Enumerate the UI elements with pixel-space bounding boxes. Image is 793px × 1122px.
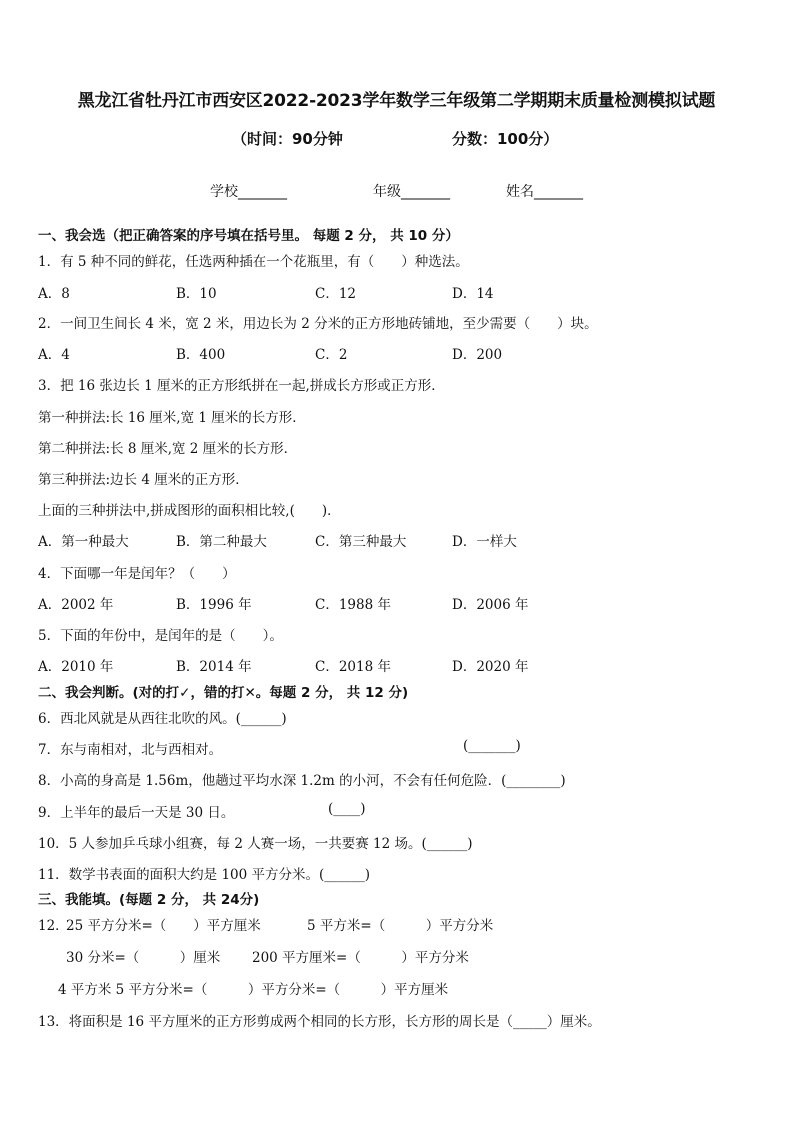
question-12-part-e: 4 平方米 5 平方分米=（ ）平方分米=（ ）平方厘米 [58, 982, 449, 998]
question-7-blank: (_______) [463, 738, 521, 754]
q3-option-a: A．第一种最大 [38, 534, 129, 550]
q4-option-d: D．2006 年 [452, 597, 529, 613]
question-3: 3．把 16 张边长 1 厘米的正方形纸拼在一起,拼成长方形或正方形． [38, 378, 445, 394]
q2-option-c: C．2 [315, 347, 348, 363]
question-12-number: 12． [38, 918, 69, 934]
question-12-part-d: 200 平方厘米=（ ）平方分米 [252, 950, 469, 966]
question-9: 9．上半年的最后一天是 30 日。 [38, 805, 235, 821]
question-5: 5．下面的年份中，是闰年的是（ ）。 [38, 628, 283, 644]
question-3-line-2: 第二种拼法:长 8 厘米,宽 2 厘米的长方形． [38, 441, 298, 457]
question-2: 2．一间卫生间长 4 米，宽 2 米，用边长为 2 分米的正方形地砖铺地，至少需要（ ）块。 [38, 316, 598, 332]
question-8: 8．小高的身高是 1.56m，他趟过平均水深 1.2m 的小河，不会有任何危险．(________) [38, 773, 566, 789]
question-11: 11．数学书表面的面积大约是 100 平方分米。(______) [38, 867, 371, 883]
question-13: 13．将面积是 16 平方厘米的正方形剪成两个相同的长方形，长方形的周长是（_____）厘米。 [38, 1014, 601, 1030]
question-3-line-4: 上面的三种拼法中,拼成图形的面积相比较,( )． [38, 503, 341, 519]
question-4: 4．下面哪一年是闰年？（ ） [38, 566, 236, 582]
section-heading-fill: 三、我能填。(每题 2 分， 共 24分) [38, 892, 260, 908]
page-title: 黑龙江省牡丹江市西安区2022-2023学年数学三年级第二学期期末质量检测模拟试题 [77, 91, 716, 111]
q1-option-a: A．8 [38, 286, 70, 302]
q1-option-d: D．14 [452, 286, 494, 302]
exam-score: 分数：100分） [452, 130, 559, 148]
section-heading-judge: 二、我会判断。(对的打✓，错的打✕。每题 2 分， 共 12 分) [38, 685, 409, 701]
question-10: 10．5 人参加乒乓球小组赛，每 2 人赛一场，一共要赛 12 场。(______) [38, 836, 473, 852]
q5-option-c: C．2018 年 [315, 659, 391, 675]
q1-option-b: B．10 [176, 286, 217, 302]
section-heading-choice: 一、我会选（把正确答案的序号填在括号里。 每题 2 分， 共 10 分） [38, 228, 459, 244]
q3-option-b: B．第二种最大 [176, 534, 267, 550]
question-1: 1．有 5 种不同的鲜花，任选两种插在一个花瓶里，有（ ）种选法。 [38, 254, 469, 270]
q2-option-a: A．4 [38, 347, 70, 363]
question-9-blank: (____) [328, 801, 366, 817]
question-7: 7．东与南相对，北与西相对。 [38, 742, 223, 758]
school-field[interactable]: 学校_______ [210, 184, 287, 200]
grade-field[interactable]: 年级_______ [373, 184, 450, 200]
q4-option-b: B．1996 年 [176, 597, 252, 613]
q5-option-d: D．2020 年 [452, 659, 529, 675]
q3-option-c: C．第三种最大 [315, 534, 407, 550]
q5-option-a: A．2010 年 [38, 659, 114, 675]
question-6: 6．西北风就是从西往北吹的风。(______) [38, 711, 287, 727]
q1-option-c: C．12 [315, 286, 357, 302]
q4-option-a: A．2002 年 [38, 597, 114, 613]
name-field[interactable]: 姓名_______ [506, 184, 583, 200]
question-3-line-1: 第一种拼法:长 16 厘米,宽 1 厘米的长方形． [38, 410, 306, 426]
exam-time: （时间：90分钟 [232, 130, 343, 148]
q4-option-c: C．1988 年 [315, 597, 391, 613]
q2-option-b: B．400 [176, 347, 226, 363]
q3-option-d: D．一样大 [452, 534, 517, 550]
question-12-part-c: 30 分米=（ ）厘米 [66, 950, 221, 966]
q2-option-d: D．200 [452, 347, 503, 363]
q5-option-b: B．2014 年 [176, 659, 252, 675]
question-3-line-3: 第三种拼法:边长 4 厘米的正方形． [38, 472, 249, 488]
question-12-part-b: 5 平方米=（ ）平方分米 [307, 918, 494, 934]
question-12-part-a: 25 平方分米=（ ）平方厘米 [66, 918, 261, 934]
